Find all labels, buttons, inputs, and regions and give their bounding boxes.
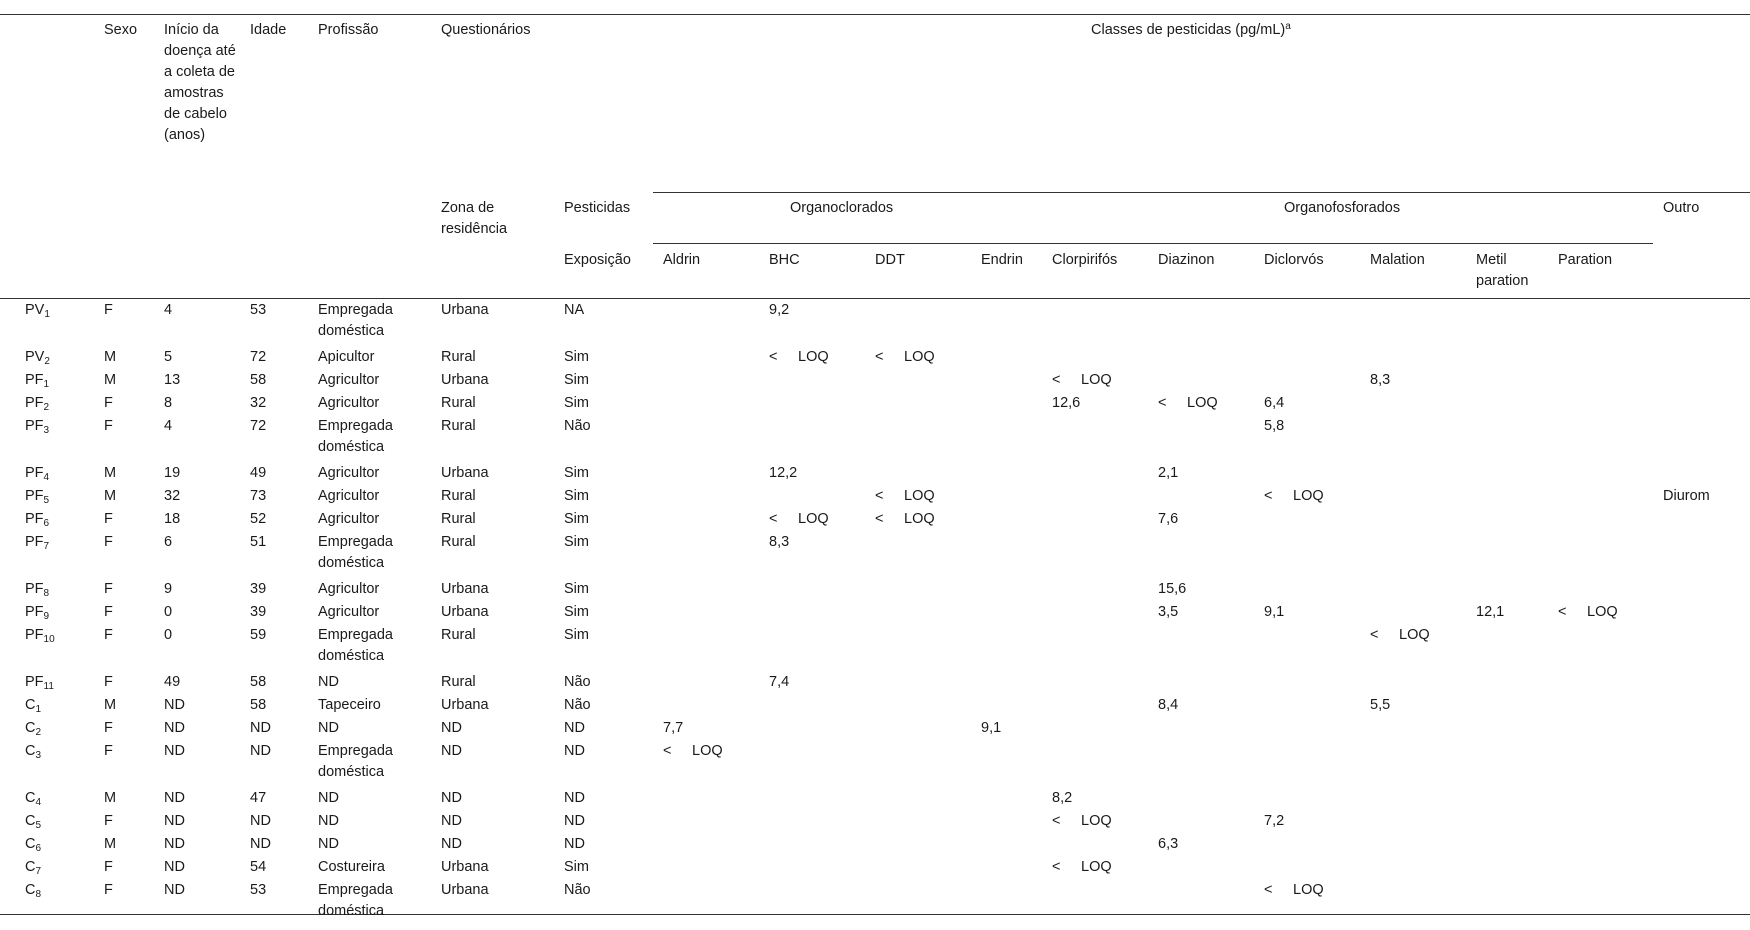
cell-malation: 8,3 (1370, 372, 1391, 388)
row-id-label: C (25, 720, 36, 736)
cell-sexo: F (104, 581, 113, 597)
cell-diazinon: 3,5 (1158, 604, 1179, 620)
row-id-label: PF (25, 627, 44, 643)
row-id-subscript: 3 (35, 750, 42, 761)
header-classes-text: Classes de pesticidas (pg/mL) (1091, 22, 1286, 38)
cell-diclorvos: 7,2 (1264, 813, 1285, 829)
row-id-subscript: 7 (35, 866, 42, 877)
cell-idade: 53 (250, 882, 267, 898)
header-organofosforados: Organofosforados (1284, 200, 1401, 216)
cell-exp: Sim (564, 511, 589, 527)
cell-inicio: 4 (164, 302, 173, 318)
cell-inicio: 19 (164, 465, 181, 481)
cell-idade: ND (250, 743, 271, 759)
cell-metil-paration: 12,1 (1476, 604, 1505, 620)
cell-zona: ND (441, 790, 462, 806)
loq-label: LOQ (798, 511, 829, 527)
cell-prof: Empregada doméstica (318, 627, 393, 664)
cell-sexo: F (104, 534, 113, 550)
cell-inicio: 32 (164, 488, 181, 504)
cell-inicio: ND (164, 882, 185, 898)
cell-idade: 39 (250, 581, 267, 597)
cell-diazinon: 6,3 (1158, 836, 1179, 852)
row-id (25, 300, 50, 321)
cell-idade: 51 (250, 534, 267, 550)
cell-exp: Não (564, 697, 591, 713)
row-id-label: PF (25, 511, 44, 527)
cell-prof: Tapeceiro (318, 697, 381, 713)
loq-label: LOQ (1081, 813, 1112, 829)
cell-bhc (769, 509, 829, 530)
cell-prof: Empregada doméstica (318, 534, 393, 571)
cell-idade: 39 (250, 604, 267, 620)
row-id (25, 393, 49, 414)
row-id-subscript: 5 (35, 820, 42, 831)
row-id-label: C (25, 790, 36, 806)
header-aldrin: Aldrin (663, 252, 701, 268)
cell-zona: Urbana (441, 372, 489, 388)
row-id-label: PF (25, 534, 44, 550)
cell-inicio: 13 (164, 372, 181, 388)
row-id-subscript: 2 (43, 402, 50, 413)
table-top-rule (0, 14, 1750, 15)
row-id-subscript: 8 (43, 588, 50, 599)
cell-idade: 72 (250, 418, 267, 434)
cell-diclorvos: 5,8 (1264, 418, 1285, 434)
cell-exp: Sim (564, 395, 589, 411)
row-id (25, 672, 54, 693)
header-metil-paration: Metil paration (1476, 252, 1529, 289)
row-id (25, 625, 55, 646)
row-id (25, 416, 49, 437)
row-id-subscript: 7 (43, 541, 50, 552)
cell-inicio: ND (164, 720, 185, 736)
cell-zona: Rural (441, 534, 476, 550)
cell-zona: Rural (441, 674, 476, 690)
cell-prof: Empregada doméstica (318, 882, 393, 919)
cell-ddt (875, 509, 935, 530)
cell-prof: ND (318, 790, 339, 806)
cell-endrin: 9,1 (981, 720, 1002, 736)
cell-prof: Apicultor (318, 349, 375, 365)
row-id-subscript: 8 (35, 889, 42, 900)
classes-sub-rule (653, 192, 1750, 193)
cell-exp: Sim (564, 581, 589, 597)
cell-sexo: F (104, 302, 113, 318)
row-id-subscript: 1 (44, 309, 50, 320)
table-bottom-rule (0, 914, 1750, 915)
row-id-label: PF (25, 581, 44, 597)
cell-prof: ND (318, 813, 339, 829)
cell-zona: Urbana (441, 302, 489, 318)
cell-prof: Agricultor (318, 372, 380, 388)
header-exposicao: Exposição (564, 252, 631, 268)
cell-sexo: M (104, 836, 117, 852)
cell-paration (1558, 602, 1618, 623)
header-diazinon: Diazinon (1158, 252, 1215, 268)
cell-sexo: F (104, 604, 113, 620)
cell-sexo: F (104, 395, 113, 411)
cell-diclorvos: 9,1 (1264, 604, 1285, 620)
row-id-subscript: 9 (43, 611, 50, 622)
cell-prof: Agricultor (318, 395, 380, 411)
cell-clorpirifos (1052, 857, 1112, 878)
cell-sexo: F (104, 859, 113, 875)
loq-label: LOQ (904, 349, 935, 365)
row-id-label: PF (25, 674, 44, 690)
cell-exp: Sim (564, 372, 589, 388)
cell-inicio: 8 (164, 395, 173, 411)
header-inicio-doenca: Início da doença até a coleta de amostras de cabelo (anos) (164, 22, 236, 143)
row-id (25, 579, 49, 600)
cell-zona: Rural (441, 349, 476, 365)
cell-idade: 58 (250, 674, 267, 690)
row-id (25, 532, 49, 553)
cell-sexo: M (104, 465, 117, 481)
row-id-label: C (25, 743, 36, 759)
cell-idade: 73 (250, 488, 267, 504)
cell-zona: Rural (441, 418, 476, 434)
less-than-symbol: < (1052, 859, 1061, 875)
cell-prof: ND (318, 720, 339, 736)
cell-diazinon: 7,6 (1158, 511, 1179, 527)
row-id (25, 347, 50, 368)
cell-sexo: F (104, 627, 113, 643)
less-than-symbol: < (769, 511, 778, 527)
groups-sub-rule (653, 243, 1653, 244)
cell-prof: Agricultor (318, 465, 380, 481)
cell-exp: ND (564, 813, 585, 829)
less-than-symbol: < (875, 349, 884, 365)
less-than-symbol: < (1264, 882, 1273, 898)
row-id-label: C (25, 836, 36, 852)
cell-prof: Empregada doméstica (318, 743, 393, 780)
header-organoclorados: Organoclorados (790, 200, 894, 216)
cell-idade: ND (250, 720, 271, 736)
cell-exp: ND (564, 720, 585, 736)
row-id (25, 463, 49, 484)
cell-zona: Urbana (441, 604, 489, 620)
cell-diazinon (1158, 393, 1218, 414)
loq-label: LOQ (904, 488, 935, 504)
row-id-subscript: 2 (35, 727, 42, 738)
cell-prof: ND (318, 674, 339, 690)
cell-exp: ND (564, 743, 585, 759)
cell-inicio: 5 (164, 349, 173, 365)
less-than-symbol: < (875, 511, 884, 527)
cell-sexo: M (104, 349, 117, 365)
cell-prof: ND (318, 836, 339, 852)
cell-zona: Urbana (441, 581, 489, 597)
cell-aldrin: 7,7 (663, 720, 684, 736)
cell-idade: 32 (250, 395, 267, 411)
cell-bhc: 7,4 (769, 674, 790, 690)
cell-sexo: F (104, 882, 113, 898)
less-than-symbol: < (663, 743, 672, 759)
row-id-label: C (25, 859, 36, 875)
cell-inicio: 0 (164, 627, 173, 643)
cell-sexo: F (104, 743, 113, 759)
cell-diazinon: 2,1 (1158, 465, 1179, 481)
header-classes-pesticidas (1091, 20, 1291, 41)
cell-idade: 49 (250, 465, 267, 481)
cell-diclorvos (1264, 486, 1324, 507)
cell-sexo: M (104, 372, 117, 388)
cell-zona: ND (441, 720, 462, 736)
loq-label: LOQ (798, 349, 829, 365)
cell-clorpirifos: 8,2 (1052, 790, 1073, 806)
cell-zona: ND (441, 813, 462, 829)
cell-zona: Rural (441, 488, 476, 504)
cell-exp: Sim (564, 627, 589, 643)
cell-sexo: F (104, 511, 113, 527)
row-id (25, 602, 49, 623)
cell-inicio: ND (164, 697, 185, 713)
header-clorpirifos: Clorpirifós (1052, 252, 1118, 268)
cell-sexo: M (104, 488, 117, 504)
cell-idade: 59 (250, 627, 267, 643)
row-id-subscript: 6 (35, 843, 42, 854)
row-id-label: C (25, 882, 36, 898)
loq-label: LOQ (904, 511, 935, 527)
cell-inicio: ND (164, 813, 185, 829)
cell-idade: ND (250, 836, 271, 852)
cell-exp: Sim (564, 349, 589, 365)
less-than-symbol: < (1052, 813, 1061, 829)
cell-prof: Empregada doméstica (318, 418, 393, 455)
cell-exp: NA (564, 302, 585, 318)
row-id (25, 811, 41, 832)
cell-inicio: 9 (164, 581, 173, 597)
loq-label: LOQ (692, 743, 723, 759)
row-id (25, 695, 41, 716)
footnote-marker: a (1285, 21, 1291, 32)
cell-exp: Não (564, 882, 591, 898)
row-id-label: PF (25, 465, 44, 481)
cell-exp: Não (564, 674, 591, 690)
cell-inicio: 49 (164, 674, 181, 690)
cell-exp: ND (564, 790, 585, 806)
row-id-subscript: 6 (43, 518, 50, 529)
row-id-subscript: 4 (43, 472, 50, 483)
cell-exp: Sim (564, 534, 589, 550)
cell-zona: Urbana (441, 882, 489, 898)
less-than-symbol: < (1264, 488, 1273, 504)
cell-inicio: ND (164, 859, 185, 875)
header-questionarios: Questionários (441, 22, 531, 38)
cell-exp: Sim (564, 465, 589, 481)
cell-sexo: F (104, 674, 113, 690)
row-id-subscript: 3 (43, 425, 50, 436)
row-id-subscript: 10 (43, 634, 55, 645)
cell-ddt (875, 486, 935, 507)
row-id (25, 741, 41, 762)
cell-bhc (769, 347, 829, 368)
row-id (25, 857, 41, 878)
loq-label: LOQ (1587, 604, 1618, 620)
cell-exp: Sim (564, 859, 589, 875)
row-id-subscript: 2 (44, 356, 50, 367)
cell-idade: 58 (250, 372, 267, 388)
row-id (25, 880, 41, 901)
cell-zona: ND (441, 743, 462, 759)
cell-clorpirifos (1052, 811, 1112, 832)
row-id-label: C (25, 813, 36, 829)
cell-inicio: ND (164, 836, 185, 852)
cell-zona: ND (441, 836, 462, 852)
less-than-symbol: < (769, 349, 778, 365)
cell-idade: 47 (250, 790, 267, 806)
less-than-symbol: < (1158, 395, 1167, 411)
cell-sexo: F (104, 720, 113, 736)
row-id-subscript: 11 (43, 681, 54, 692)
cell-bhc: 12,2 (769, 465, 798, 481)
cell-zona: Rural (441, 627, 476, 643)
cell-diclorvos: 6,4 (1264, 395, 1285, 411)
cell-malation: 5,5 (1370, 697, 1391, 713)
cell-sexo: M (104, 790, 117, 806)
row-id (25, 370, 49, 391)
cell-outro: Diurom (1663, 488, 1710, 504)
header-diclorvos: Diclorvós (1264, 252, 1324, 268)
header-zona-residencia: Zona de residência (441, 200, 508, 237)
header-profissao: Profissão (318, 22, 379, 38)
row-id (25, 509, 49, 530)
cell-prof: Empregada doméstica (318, 302, 393, 339)
cell-inicio: ND (164, 790, 185, 806)
cell-prof: Agricultor (318, 581, 380, 597)
row-id-subscript: 5 (43, 495, 50, 506)
row-id-label: C (25, 697, 36, 713)
header-pesticidas: Pesticidas (564, 200, 631, 216)
row-id (25, 486, 49, 507)
cell-bhc: 9,2 (769, 302, 790, 318)
cell-idade: 58 (250, 697, 267, 713)
less-than-symbol: < (1558, 604, 1567, 620)
cell-diazinon: 8,4 (1158, 697, 1179, 713)
cell-inicio: 4 (164, 418, 173, 434)
loq-label: LOQ (1293, 488, 1324, 504)
cell-sexo: F (104, 813, 113, 829)
row-id (25, 834, 41, 855)
cell-zona: Urbana (441, 697, 489, 713)
cell-aldrin (663, 741, 723, 762)
loq-label: LOQ (1293, 882, 1324, 898)
header-ddt: DDT (875, 252, 905, 268)
cell-clorpirifos (1052, 370, 1112, 391)
row-id-label: PV (25, 349, 45, 365)
loq-label: LOQ (1081, 372, 1112, 388)
cell-zona: Rural (441, 395, 476, 411)
row-id (25, 718, 41, 739)
cell-prof: Costureira (318, 859, 385, 875)
cell-prof: Agricultor (318, 488, 380, 504)
cell-exp: Sim (564, 488, 589, 504)
less-than-symbol: < (875, 488, 884, 504)
loq-label: LOQ (1081, 859, 1112, 875)
cell-zona: Rural (441, 511, 476, 527)
cell-inicio: 18 (164, 511, 181, 527)
row-id-label: PV (25, 302, 45, 318)
header-sexo: Sexo (104, 22, 138, 38)
cell-exp: Não (564, 418, 591, 434)
row-id-label: PF (25, 395, 44, 411)
cell-bhc: 8,3 (769, 534, 790, 550)
row-id-subscript: 1 (35, 704, 42, 715)
cell-ddt (875, 347, 935, 368)
loq-label: LOQ (1187, 395, 1218, 411)
header-bottom-rule (0, 298, 1750, 299)
cell-idade: ND (250, 813, 271, 829)
less-than-symbol: < (1370, 627, 1379, 643)
less-than-symbol: < (1052, 372, 1061, 388)
row-id-label: PF (25, 418, 44, 434)
header-endrin: Endrin (981, 252, 1023, 268)
cell-zona: Urbana (441, 859, 489, 875)
cell-idade: 52 (250, 511, 267, 527)
header-malation: Malation (1370, 252, 1425, 268)
cell-idade: 72 (250, 349, 267, 365)
row-id-subscript: 1 (43, 379, 50, 390)
cell-inicio: 6 (164, 534, 173, 550)
row-id-subscript: 4 (35, 797, 42, 808)
cell-sexo: F (104, 418, 113, 434)
cell-idade: 54 (250, 859, 267, 875)
cell-diclorvos (1264, 880, 1324, 901)
cell-exp: Sim (564, 604, 589, 620)
header-idade: Idade (250, 22, 287, 38)
header-outro: Outro (1663, 200, 1700, 216)
header-bhc: BHC (769, 252, 800, 268)
cell-idade: 53 (250, 302, 267, 318)
cell-prof: Agricultor (318, 604, 380, 620)
cell-clorpirifos: 12,6 (1052, 395, 1081, 411)
row-id-label: PF (25, 488, 44, 504)
cell-prof: Agricultor (318, 511, 380, 527)
loq-label: LOQ (1399, 627, 1430, 643)
cell-exp: ND (564, 836, 585, 852)
row-id-label: PF (25, 604, 44, 620)
cell-inicio: ND (164, 743, 185, 759)
cell-inicio: 0 (164, 604, 173, 620)
row-id-label: PF (25, 372, 44, 388)
cell-malation (1370, 625, 1430, 646)
header-paration: Paration (1558, 252, 1613, 268)
cell-zona: Urbana (441, 465, 489, 481)
cell-sexo: M (104, 697, 117, 713)
row-id (25, 788, 41, 809)
cell-diazinon: 15,6 (1158, 581, 1187, 597)
